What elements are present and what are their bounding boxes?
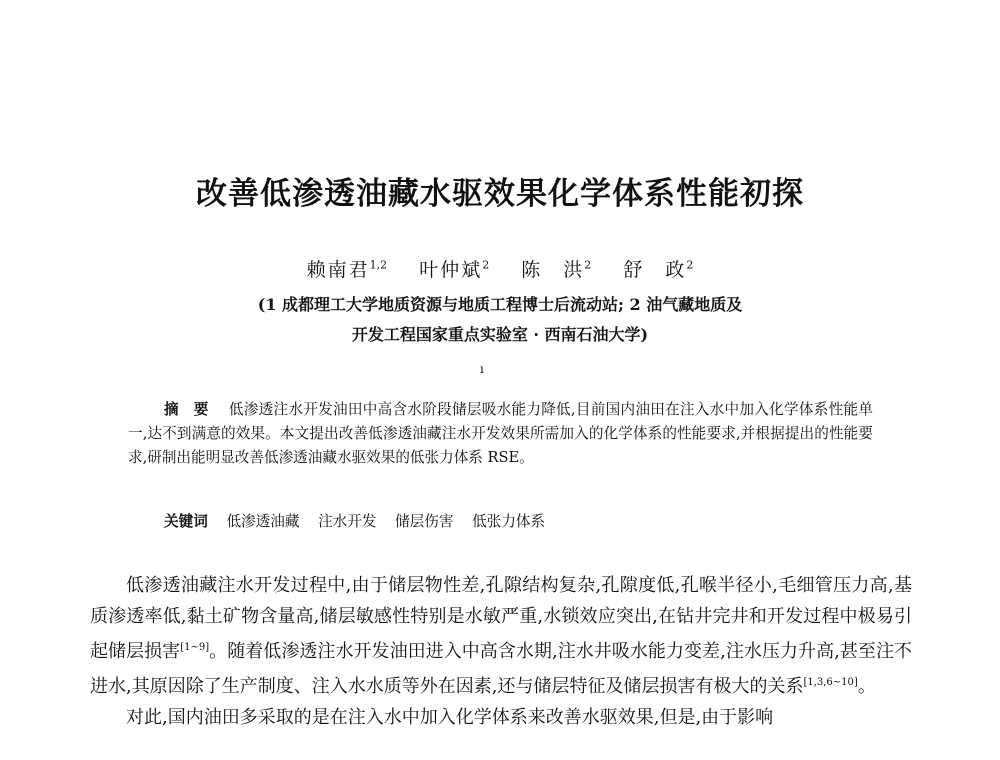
affiliation-line-2: 开发工程国家重点实验室 · 西南石油大学) — [351, 325, 649, 344]
abstract — [128, 398, 873, 470]
abstract-text: 低渗透注水开发油田中高含水阶段储层吸水能力降低,目前国内油田在注入水中加入化学体系性能单一,达不到满意的效果。本文提出改善低渗透油藏注水开发效果所需加入的化学体系的性能要求,并根据提出的性能要求,研制出能明显改善低渗透油藏水驱效果的低张力体系 RSE。 — [128, 401, 873, 466]
author-name: 叶仲斌 — [419, 259, 483, 281]
citation: [1~9] — [180, 642, 210, 653]
author-name: 赖南君 — [306, 259, 370, 281]
citation: [1,3,6~10] — [803, 677, 858, 688]
body-paragraph — [90, 570, 912, 702]
body-paragraph: 对此,国内油田多采取的是在注入水中加入化学体系来改善水驱效果,但是,由于影响 — [126, 707, 774, 728]
author — [307, 259, 388, 281]
body-text-run: 。 — [857, 676, 876, 697]
author-affil-sup: 2 — [584, 258, 592, 272]
keyword: 低张力体系 — [472, 513, 546, 530]
author-affil-sup: 1,2 — [369, 258, 388, 272]
keywords — [164, 510, 545, 534]
body-text-run: 。随着低渗透注水开发油田进入中高含水期,注水井吸水能力变差,注水压力升高,甚至注不进水,其原因除了生产制度、注入水水质等外在因素,还与储层特征及储层损害有极大的关系 — [90, 641, 912, 697]
affiliation-line-1: (1 成都理工大学地质资源与地质工程博士后流动站; 2 油气藏地质及 — [257, 295, 743, 314]
stray-mark: ı — [480, 362, 484, 376]
keyword: 储层伤害 — [395, 513, 454, 530]
author-name: 舒 政 — [623, 259, 687, 281]
paper-title: 改善低渗透油藏水驱效果化学体系性能初探 — [196, 176, 804, 212]
author-name: 陈 洪 — [521, 259, 585, 281]
author-affil-sup: 2 — [482, 258, 490, 272]
author — [419, 259, 489, 281]
author — [521, 259, 591, 281]
author-list — [0, 255, 1000, 282]
author-affil-sup: 2 — [686, 258, 694, 272]
author — [623, 259, 693, 281]
body-text — [90, 570, 912, 733]
keywords-label: 关键词 — [164, 513, 208, 530]
keyword: 低渗透油藏 — [226, 513, 300, 530]
keyword: 注水开发 — [318, 513, 377, 530]
abstract-label: 摘 要 — [164, 401, 209, 418]
body-text-run: 低渗透油藏注水开发过程中,由于储层物性差,孔隙结构复杂,孔隙度低,孔喉半径小,毛细管压力高,基质渗透率低,黏土矿物含量高,储层敏感性特别是水敏严重,水锁效应突出,在钻井完井和开发过程中极易引起储层损害 — [90, 575, 912, 662]
